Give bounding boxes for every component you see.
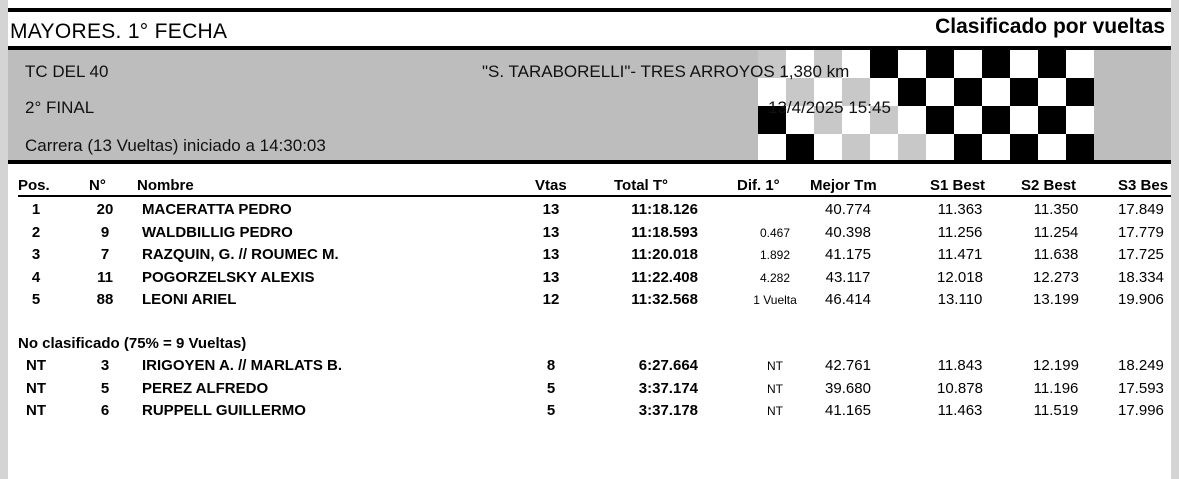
cell-s2: 12.273 [1033, 268, 1079, 286]
cell-name: RUPPELL GUILLERMO [142, 402, 306, 419]
cell-total: 11:32.568 [631, 291, 698, 308]
col-number: N° [89, 177, 106, 194]
cell-s2: 11.350 [1033, 201, 1079, 218]
cell-s1: 13.110 [937, 291, 983, 308]
flag-square [982, 134, 1010, 160]
col-total-time: Total T° [614, 177, 669, 194]
cell-s1: 11.256 [937, 223, 983, 241]
session-label: 2° FINAL [25, 98, 95, 117]
cell-s2: 11.196 [1033, 379, 1079, 397]
cell-s3: 17.849 [1118, 201, 1164, 218]
cell-laps: 13 [542, 223, 560, 241]
cell-name: MACERATTA PEDRO [142, 201, 292, 218]
cell-s1: 11.843 [937, 357, 983, 374]
cell-s3: 17.725 [1118, 246, 1164, 263]
cell-num: 11 [97, 268, 113, 286]
cell-gap: 0.467 [759, 225, 791, 240]
cell-num: 3 [100, 357, 110, 374]
cell-total: 3:37.174 [638, 379, 698, 397]
flag-square [926, 78, 954, 106]
cell-pos: NT [26, 357, 46, 374]
col-best-lap: Mejor Tm [810, 177, 877, 194]
not-classified-label: No clasificado (75% = 9 Vueltas) [18, 335, 247, 352]
cell-total: 6:27.664 [638, 357, 698, 374]
cell-s2: 12.199 [1033, 357, 1079, 374]
cell-best: 46.414 [825, 291, 871, 308]
cell-pos: NT [26, 379, 46, 397]
cell-gap: NT [767, 359, 783, 373]
flag-square [982, 78, 1010, 106]
event-title: MAYORES. 1° FECHA [10, 20, 228, 43]
flag-square [982, 50, 1010, 78]
cell-s1: 11.463 [937, 402, 983, 419]
cell-s1: 11.471 [937, 246, 983, 263]
col-name: Nombre [137, 177, 194, 194]
cell-total: 11:18.126 [631, 201, 698, 218]
col-s3-best: S3 Bes [1118, 177, 1169, 194]
cell-s1: 11.363 [937, 201, 983, 218]
cell-name: IRIGOYEN A. // MARLATS B. [142, 357, 343, 374]
flag-square [1010, 106, 1038, 134]
cell-num: 5 [100, 379, 110, 397]
flag-square [1066, 134, 1094, 160]
flag-square [954, 78, 982, 106]
flag-square [954, 134, 982, 160]
cell-pos: 5 [31, 291, 41, 308]
cell-s3: 17.593 [1118, 379, 1164, 397]
flag-square [1038, 50, 1066, 78]
cell-pos: NT [26, 402, 46, 419]
col-s1-best: S1 Best [930, 177, 986, 194]
cell-pos: 1 [31, 201, 41, 218]
race-info: Carrera (13 Vueltas) iniciado a 14:30:03 [25, 136, 326, 155]
flag-square [954, 106, 982, 134]
cell-pos: 3 [31, 246, 41, 263]
cell-name: POGORZELSKY ALEXIS [142, 268, 315, 286]
cell-best: 41.165 [825, 402, 871, 419]
cell-best: 39.680 [825, 379, 871, 397]
info-band [8, 50, 1171, 160]
flag-square [982, 106, 1010, 134]
cell-name: RAZQUIN, G. // ROUMEC M. [142, 246, 339, 263]
circuit-label: "S. TARABORELLI"- TRES ARROYOS 1,380 km [482, 62, 850, 81]
cell-laps: 13 [542, 268, 560, 286]
cell-total: 11:20.018 [631, 246, 698, 263]
flag-square [1010, 50, 1038, 78]
cell-s2: 13.199 [1033, 291, 1079, 308]
session-datetime: 13/4/2025 15:45 [768, 98, 891, 117]
cell-s3: 18.334 [1118, 268, 1164, 286]
flag-square [758, 134, 786, 160]
cell-gap: 4.282 [759, 270, 791, 285]
top-rule [8, 8, 1171, 12]
cell-num: 9 [100, 223, 110, 241]
cell-s2: 11.519 [1033, 402, 1079, 419]
cell-pos: 2 [31, 223, 41, 241]
flag-square [926, 106, 954, 134]
flag-square [870, 134, 898, 160]
cell-gap: 1.892 [759, 248, 791, 262]
flag-square [870, 50, 898, 78]
flag-square [898, 78, 926, 106]
cell-name: WALDBILLIG PEDRO [142, 223, 293, 241]
cell-total: 3:37.178 [638, 402, 698, 419]
flag-square [842, 134, 870, 160]
flag-square [1038, 106, 1066, 134]
cell-name: PEREZ ALFREDO [142, 379, 269, 397]
cell-laps: 5 [546, 402, 556, 419]
cell-laps: 13 [542, 201, 560, 218]
cell-laps: 5 [546, 379, 556, 397]
flag-square [1010, 134, 1038, 160]
cell-s1: 10.878 [937, 379, 983, 397]
col-s2-best: S2 Best [1021, 177, 1077, 194]
col-laps: Vtas [535, 177, 567, 194]
cell-best: 40.774 [825, 201, 871, 218]
flag-square [898, 50, 926, 78]
cell-s3: 17.779 [1118, 223, 1164, 241]
cell-num: 6 [100, 402, 110, 419]
flag-square [814, 134, 842, 160]
cell-laps: 8 [546, 357, 556, 374]
flag-square [1066, 50, 1094, 78]
band-rule-bottom [8, 160, 1171, 164]
cell-laps: 12 [542, 291, 560, 308]
flag-square [898, 134, 926, 160]
cell-num: 7 [100, 246, 110, 263]
flag-square [1066, 106, 1094, 134]
flag-square [1038, 134, 1066, 160]
cell-best: 41.175 [825, 246, 871, 263]
cell-num: 20 [96, 201, 114, 218]
col-pos: Pos. [18, 177, 50, 194]
cell-s2: 11.638 [1033, 246, 1079, 263]
flag-square [1010, 78, 1038, 106]
cell-s2: 11.254 [1033, 223, 1079, 241]
cell-laps: 13 [542, 246, 560, 263]
cell-total: 11:18.593 [631, 223, 698, 241]
cell-best: 42.761 [825, 357, 871, 374]
cell-num: 88 [96, 291, 114, 308]
cell-best: 43.117 [825, 268, 871, 286]
header-rule [18, 195, 1171, 197]
cell-gap: NT [767, 381, 783, 396]
sort-label: Clasificado por vueltas [935, 15, 1165, 38]
flag-square [786, 134, 814, 160]
flag-square [1066, 78, 1094, 106]
cell-s3: 19.906 [1118, 291, 1164, 308]
cell-s3: 18.249 [1118, 357, 1164, 374]
flag-square [898, 106, 926, 134]
col-gap: Dif. 1° [737, 177, 780, 194]
flag-square [926, 134, 954, 160]
cell-s3: 17.996 [1118, 402, 1164, 419]
results-sheet [8, 0, 1171, 479]
flag-square [1038, 78, 1066, 106]
cell-pos: 4 [31, 268, 41, 286]
cell-best: 40.398 [825, 223, 871, 241]
cell-s1: 12.018 [937, 268, 983, 286]
cell-name: LEONI ARIEL [142, 291, 237, 308]
cell-gap: NT [767, 404, 783, 418]
cell-total: 11:22.408 [631, 268, 698, 286]
cell-gap: 1 Vuelta [753, 293, 797, 307]
flag-square [954, 50, 982, 78]
flag-square [926, 50, 954, 78]
category-label: TC DEL 40 [25, 62, 109, 81]
